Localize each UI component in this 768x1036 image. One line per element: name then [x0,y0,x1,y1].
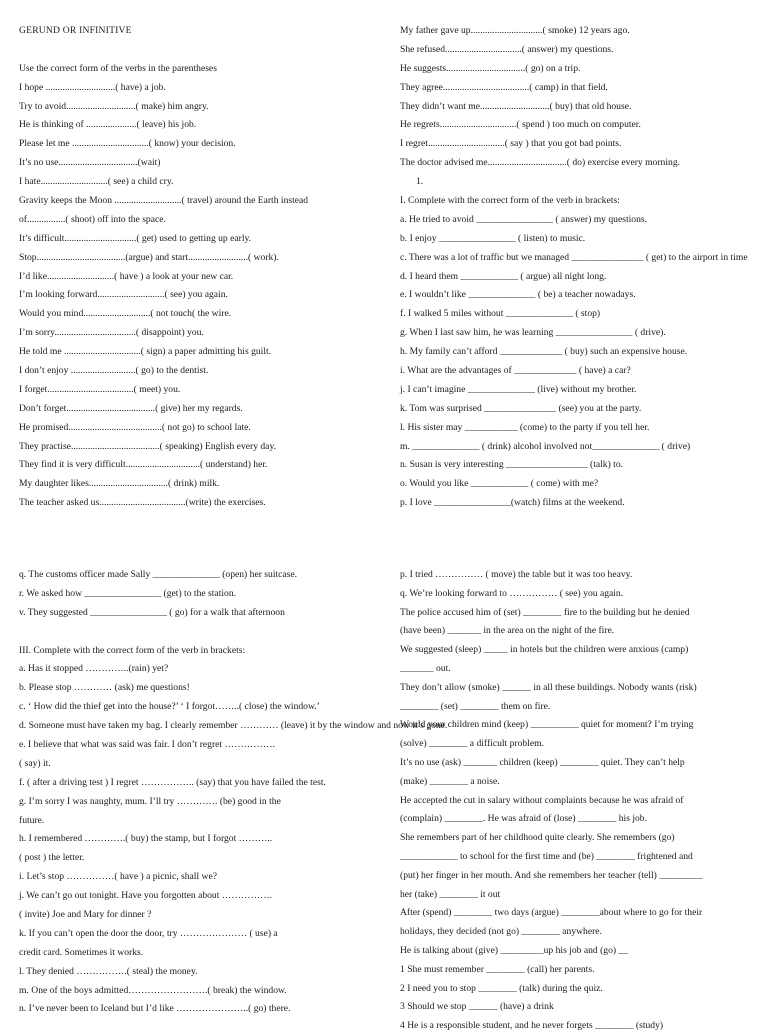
right-bottom-line: He accepted the cut in salary without complaints because he was afraid of [400,794,684,806]
left-bottom-line: q. The customs officer made Sally ______________ (open) her suitcase. [19,569,298,580]
left-bottom-line: k. If you can’t open the door the door, try ………………… ( use) a [19,927,278,939]
left-bottom-line: ( invite) Joe and Mary for dinner ? [19,909,152,921]
right-bottom-line: p. I tried …………… ( move) the table but it was too heavy. [400,569,633,580]
right-bottom-line: ____________ to school for the first time and (be) ________ frightened and [400,850,693,862]
right-line: The doctor advised me.................................( do) exercise every morning. [400,157,681,169]
left-line: It’s difficult..............................( get) used to getting up early. [19,232,252,244]
right-bottom-line: holidays, they decided (not go) ________ anywhere. [400,926,602,938]
left-line: I hate............................( see) a child cry. [19,176,174,188]
left-bottom-line: r. We asked how ________________ (get) to the station. [19,587,237,599]
worksheet-right-column [400,22,768,513]
left-bottom-line: III. Complete with the correct form of the verb in brackets: [19,644,246,656]
right-line: My father gave up..............................( smoke) 12 years ago. [400,25,630,36]
right-line: h. My family can’t afford _____________ ( buy) such an expensive house. [400,346,688,358]
left-bottom-line: m. One of the boys admitted…………………….( break) the window. [19,984,287,996]
right-line: e. I wouldn’t like ______________ ( be) a teacher nowadays. [400,289,636,301]
right-bottom-line: _______ out. [400,662,451,674]
right-line: i. What are the advantages of _____________ ( have) a car? [400,365,631,377]
right-bottom-line: 2 I need you to stop ________ (talk) during the quiz. [400,982,603,994]
right-bottom-line: ________ (set) ________ them on fire. [400,700,551,712]
left-bottom-line: n. I’ve never been to Iceland but I’d like …………………..( go) there. [19,1003,291,1015]
right-line: o. Would you like ____________ ( come) with me? [400,478,599,490]
left-bottom-line: d. Someone must have taken my bag. I clearly remember ………… (leave) it by the window and now it’s gone. [19,720,448,732]
left-line: He promised.......................................( not go) to school late. [19,421,251,433]
left-line: Don’t forget.....................................( give) her my regards. [19,402,243,414]
right-line: She refused................................( answer) my questions. [400,43,614,55]
right-bottom-line: (put) her finger in her mouth. And she remembers her teacher (tell) _________ [400,869,703,881]
left-bottom-line: j. We can’t go out tonight. Have you forgotten about ……………. [19,890,273,902]
left-bottom-line: credit card. Sometimes it works. [19,946,144,958]
right-bottom-line: 4 He is a responsible student, and he never forgets ________ (study) [400,1020,664,1032]
right-bottom-line: We suggested (sleep) _____ in hotels but the children were anxious (camp) [400,644,689,656]
right-line: They agree....................................( camp) in that field. [400,81,608,93]
right-bottom-line: 1 She must remember ________ (call) her parents. [400,963,595,975]
left-bottom-line: ( say) it. [19,757,51,769]
right-line: k. Tom was surprised _______________ (see) you at the party. [400,402,642,414]
right-line: f. I walked 5 miles without ______________ ( stop) [400,308,601,320]
right-line: d. I heard them ____________ ( argue) all night long. [400,270,607,282]
right-bottom-line: The police accused him of (set) ________ fire to the building but he denied [400,606,690,618]
right-bottom-line: Would your children mind (keep) __________ quiet for moment? I’m trying [400,719,694,731]
right-bottom-line: They don’t allow (smoke) ______ in all these buildings. Nobody wants (risk) [400,681,697,693]
right-bottom-line: She remembers part of her childhood quite clearly. She remembers (go) [400,832,675,844]
right-bottom-line: It’s no use (ask) _______ children (keep) ________ quiet. They can’t help [400,756,685,768]
right-line: I. Complete with the correct form of the verb in brackets: [400,195,620,207]
left-line: Would you mind............................( not touch( the wire. [19,308,232,320]
right-line: a. He tried to avoid ________________ ( answer) my questions. [400,213,647,225]
left-bottom-line: a. Has it stopped …………..(rain) yet? [19,663,169,675]
right-line: He regrets................................( spend ) too much on computer. [400,119,641,131]
right-line: I regret................................( say ) that you got bad points. [400,138,622,150]
right-line: c. There was a lot of traffic but we managed _______________ ( get) to the airport in time [400,251,748,263]
worksheet-left-bottom-column [19,566,448,1019]
left-line: It’s no use.................................(wait) [19,157,161,169]
right-bottom-line: q. We’re looking forward to …………… ( see) you again. [400,587,624,599]
left-line: I forget....................................( meet) you. [19,383,181,395]
left-line: Gravity keeps the Moon ............................( travel) around the Earth instead [19,195,309,207]
left-line: He told me ................................( sign) a paper admitting his guilt. [19,346,272,358]
left-bottom-line: b. Please stop ………… (ask) me questions! [19,682,190,694]
right-bottom-line: (make) ________ a noise. [400,775,500,787]
left-line: I hope .............................( have) a job. [19,81,166,93]
left-line: I don’t enjoy ...........................( go) to the dentist. [19,365,209,377]
worksheet-right-bottom-column [400,566,768,1036]
right-line: p. I love ________________(watch) films at the weekend. [400,497,625,509]
left-line: I’d like............................( have ) a look at your new car. [19,270,234,282]
left-bottom-line: i. Let’s stop ……………( have ) a picnic, shall we? [19,871,217,883]
left-bottom-line: c. ‘ How did the thief get into the house?’ ‘ I forgot……..( close) the window.’ [19,701,320,713]
left-line [19,41,379,60]
left-line: Use the correct form of the verbs in the parentheses [19,62,217,74]
right-line: He suggests.................................( go) on a trip. [400,62,581,74]
right-bottom-line: her (take) ________ it out [400,888,501,900]
left-bottom-line: l. They denied …………….( steal) the money. [19,965,198,977]
left-line: They find it is very difficult...............................( understand) her. [19,459,268,471]
left-line: Stop.....................................(argue) and start.........................( work). [19,251,279,263]
left-line: They practise.....................................( speaking) English every day. [19,440,277,452]
right-line: l. His sister may ___________ (come) to the party if you tell her. [400,421,650,433]
left-bottom-line: g. I’m sorry I was naughty, mum. I’ll try …………. (be) good in the [19,795,281,807]
right-line: 1. [416,176,424,188]
right-bottom-line: He is talking about (give) _________up his job and (go) __ [400,944,629,956]
right-line: g. When I last saw him, he was learning ________________ ( drive). [400,327,666,339]
left-line: I’m sorry..................................( disappoint) you. [19,327,204,339]
left-line: I’m looking forward............................( see) you again. [19,289,228,301]
worksheet-left-column [19,22,379,513]
right-bottom-line: (complain) ________. He was afraid of (lose) ________ his job. [400,813,647,825]
left-bottom-line: ( post ) the letter. [19,852,85,864]
left-line: My daughter likes.................................( drink) milk. [19,478,220,490]
left-bottom-line: f. ( after a driving test ) I regret …………….. (say) that you have failed the test. [19,776,326,788]
left-bottom-line: v. They suggested ________________ ( go) for a walk that afternoon [19,606,285,618]
left-bottom-line: h. I remembered ………….( buy) the stamp, but I forgot ……….. [19,833,273,845]
left-bottom-line: future. [19,814,45,826]
left-line: of................( shoot) off into the space. [19,213,166,225]
left-line: He is thinking of .....................( leave) his job. [19,119,197,131]
right-bottom-line: (have been) _______ in the area on the night of the fire. [400,625,615,637]
right-bottom-line: After (spend) ________ two days (argue) ________about where to go for their [400,907,703,919]
left-line: Try to avoid.............................( make) him angry. [19,100,209,112]
left-line: The teacher asked us....................................(write) the exercises. [19,497,266,509]
worksheet-title: GERUND OR INFINITIVE [19,25,132,36]
right-line: b. I enjoy ________________ ( listen) to music. [400,232,586,244]
right-bottom-line: 3 Should we stop ______ (have) a drink [400,1001,554,1013]
left-line: Please let me ................................( know) your decision. [19,138,236,150]
right-line: They didn’t want me.............................( buy) that old house. [400,100,632,112]
right-line: n. Susan is very interesting _________________ (talk) to. [400,459,624,471]
left-bottom-line [19,623,387,642]
right-line: j. I can’t imagine ______________ (live) without my brother. [400,383,637,395]
right-bottom-line: (solve) ________ a difficult problem. [400,738,544,750]
left-bottom-line: e. I believe that what was said was fair. I don’t regret ……………. [19,739,275,751]
right-line: m. ______________ ( drink) alcohol involved not______________ ( drive) [400,440,691,452]
